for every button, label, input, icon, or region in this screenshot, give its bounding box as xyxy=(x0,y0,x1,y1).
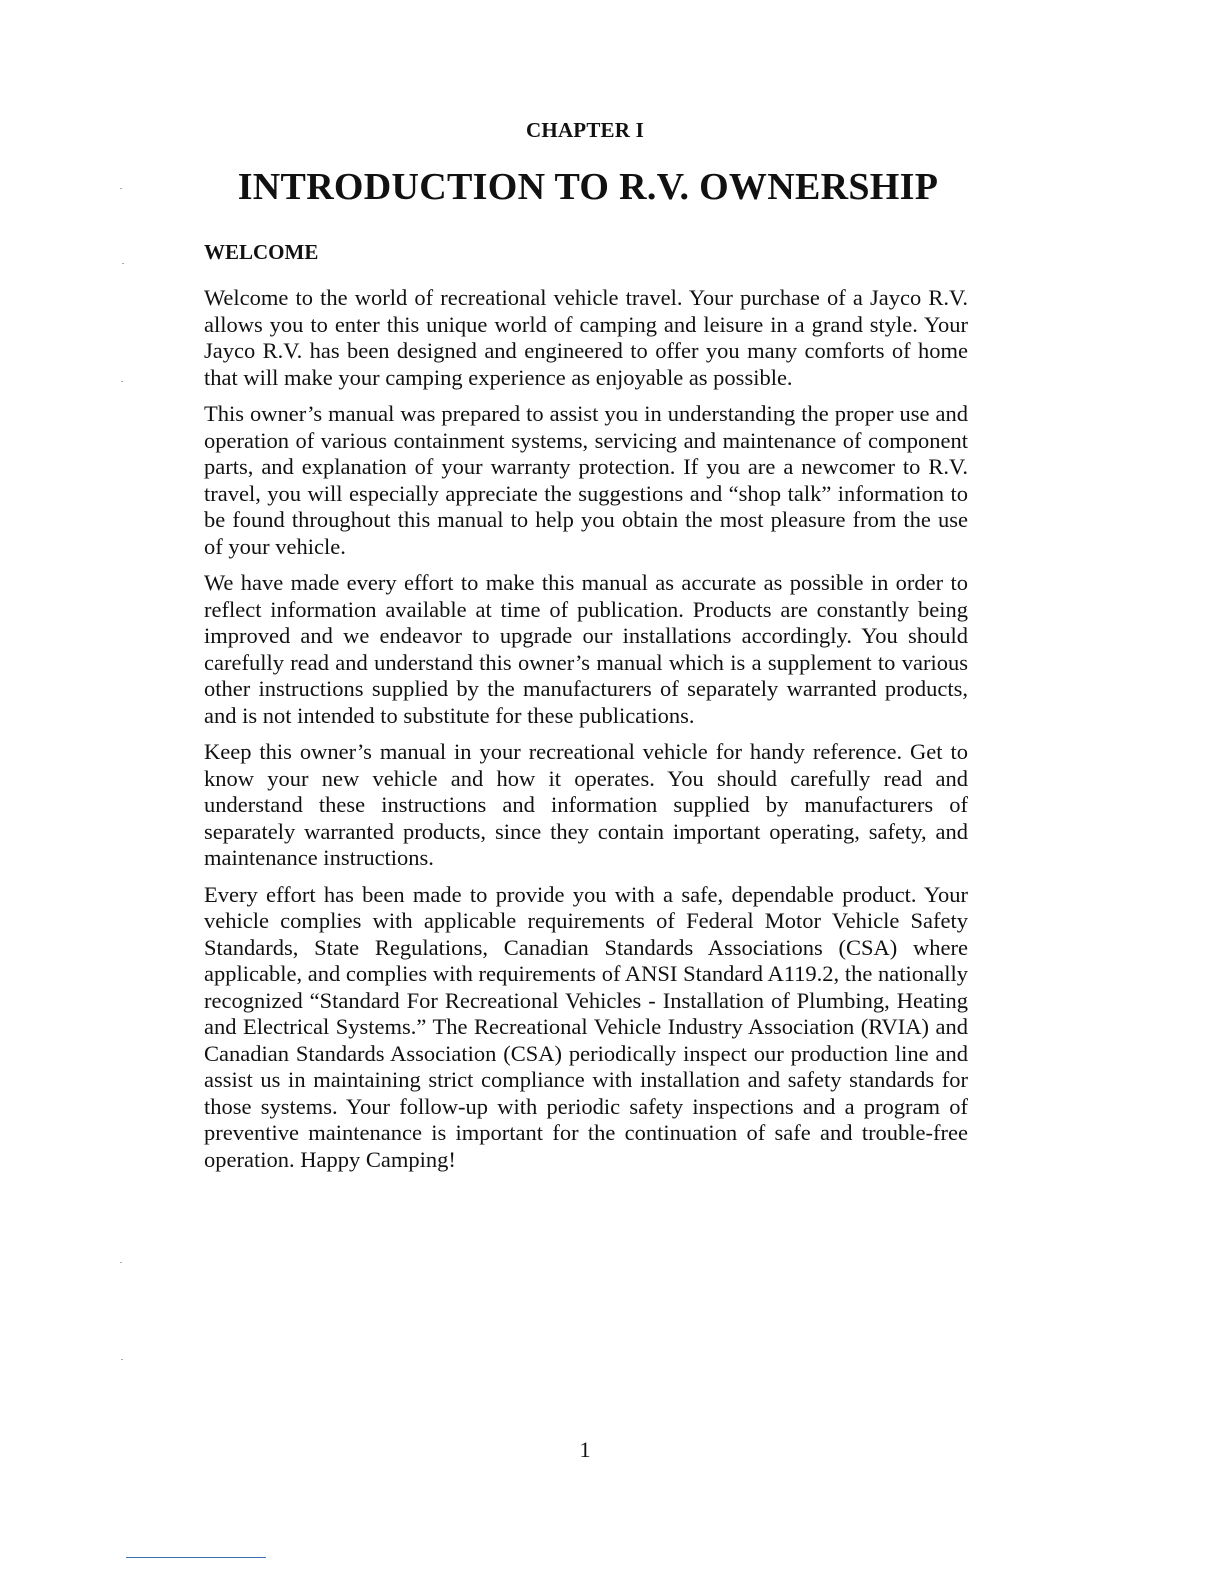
scan-speck xyxy=(121,381,123,382)
paragraph-manual-purpose: This owner’s manual was prepared to assist you in understanding the proper use and operation of various containment systems, servicing and maintenance of component parts, and explanation of your warranty protection. If you are a newcomer to R.V. travel, you will especially appreciate the suggestions and “shop talk” information to be found throughout this manual to help you obtain the most pleasure from the use of your vehicle. xyxy=(204,401,968,559)
scan-speck xyxy=(121,1359,123,1360)
scan-speck xyxy=(120,1262,122,1263)
page-number: 1 xyxy=(579,1437,591,1462)
chapter-title: INTRODUCTION TO R.V. OWNERSHIP xyxy=(237,166,939,208)
paragraph-accuracy: We have made every effort to make this manual as accurate as possible in order to reflect information available at time of publication. Products are constantly being improved and we endeavor to upgrade our installations accordingly. You should carefully read and understand this owner’s manual which is a supplement to various other instructions supplied by the manufacturers of separately warranted products, and is not intended to substitute for these publications. xyxy=(204,570,968,728)
footnote-rule xyxy=(126,1557,266,1558)
scan-speck xyxy=(122,263,124,264)
paragraph-safety-compliance: Every effort has been made to provide you with a safe, dependable product. Your vehicle complies with applicable requirements of Federal Motor Vehicle Safety Standards, State Regulations, Canadian Standards Associations (CSA) where applicable, and complies with requirements of ANSI Standard A119.2, the nationally recognized “Standard For Recreational Vehicles - Installation of Plumbing, Heating and Electrical Systems.” The Recreational Vehicle Industry Association (RVIA) and Canadian Standards Association (CSA) periodically inspect our production line and assist us in maintaining strict compliance with installation and safety standards for those systems. Your follow-up with periodic safety inspections and a program of preventive maintenance is important for the continuation of safe and trouble-free operation. Happy Camping! xyxy=(204,881,968,1172)
scan-speck xyxy=(120,188,122,189)
section-heading: WELCOME xyxy=(204,240,319,264)
paragraph-welcome: Welcome to the world of recreational vehicle travel. Your purchase of a Jayco R.V. allows you to enter this unique world of camping and leisure in a grand style. Your Jayco R.V. has been designed and engineered to offer you many comforts of home that will make your camping experience as enjoyable as possible. xyxy=(204,285,968,390)
paragraph-keep-manual: Keep this owner’s manual in your recreational vehicle for handy reference. Get to know your new vehicle and how it operates. You should carefully read and understand these instructions and information supplied by manufacturers of separately warranted products, since they contain important operating, safety, and maintenance instructions. xyxy=(204,739,968,870)
body-text xyxy=(204,285,968,1183)
chapter-label: CHAPTER I xyxy=(526,118,644,142)
